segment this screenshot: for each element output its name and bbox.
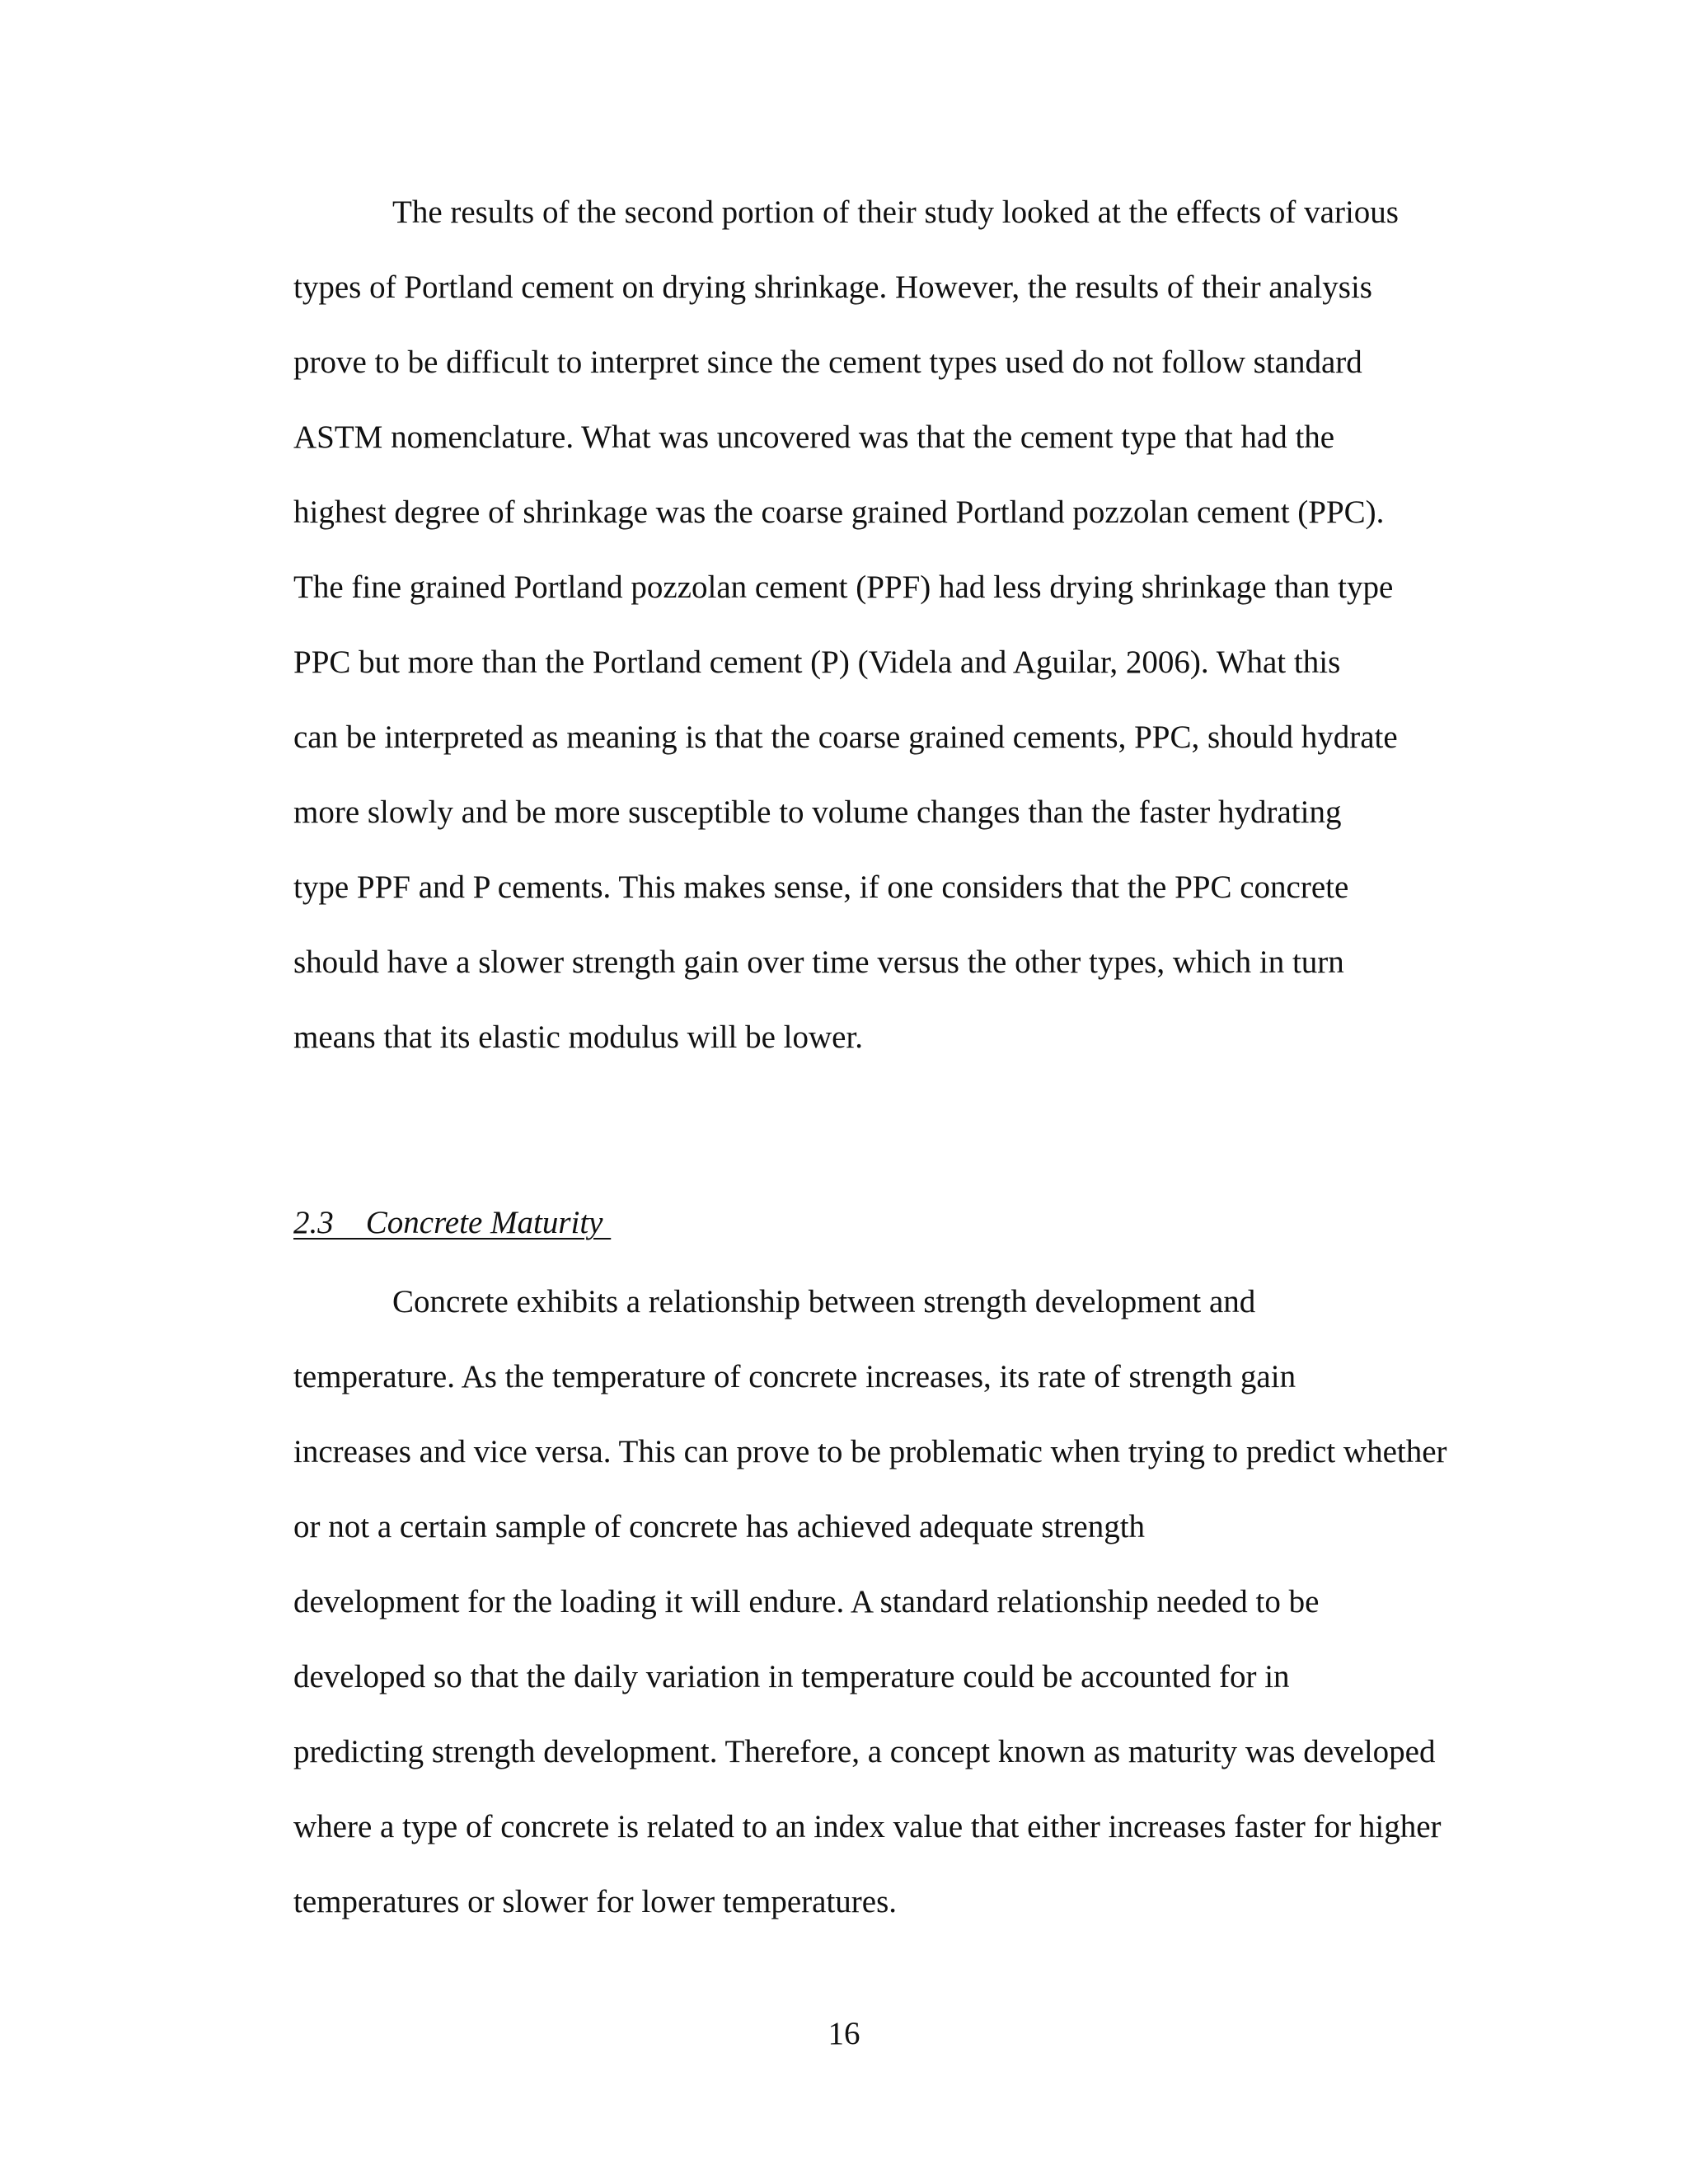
text-line: should have a slower strength gain over time versus the other types, which in turn bbox=[293, 944, 1344, 980]
text-line: more slowly and be more susceptible to volume changes than the faster hydrating bbox=[293, 794, 1342, 830]
text-line: means that its elastic modulus will be lower. bbox=[293, 1019, 864, 1055]
text-line: developed so that the daily variation in temperature could be accounted for in bbox=[293, 1659, 1290, 1694]
text-line: PPC but more than the Portland cement (P) (Videla and Aguilar, 2006). What this bbox=[293, 644, 1341, 680]
section-heading: 2.3 Concrete Maturity bbox=[293, 1205, 612, 1240]
text-line: predicting strength development. Therefore, a concept known as maturity was developed bbox=[293, 1734, 1436, 1769]
text-line: can be interpreted as meaning is that the coarse grained cements, PPC, should hydrate bbox=[293, 719, 1398, 755]
text-line: type PPF and P cements. This makes sense, if one considers that the PPC concrete bbox=[293, 869, 1349, 905]
text-line: ASTM nomenclature. What was uncovered was that the cement type that had the bbox=[293, 419, 1335, 455]
text-line: temperature. As the temperature of concrete increases, its rate of strength gain bbox=[293, 1359, 1296, 1394]
text-line: increases and vice versa. This can prove to be problematic when trying to predict whether bbox=[293, 1434, 1447, 1469]
text-line: Concrete exhibits a relationship between strength development and bbox=[392, 1284, 1256, 1319]
text-line: development for the loading it will endure. A standard relationship needed to be bbox=[293, 1584, 1320, 1619]
text-line: types of Portland cement on drying shrinkage. However, the results of their analysis bbox=[293, 269, 1372, 305]
text-line: The fine grained Portland pozzolan cement (PPF) had less drying shrinkage than type bbox=[293, 569, 1394, 605]
text-line: The results of the second portion of their study looked at the effects of various bbox=[392, 194, 1399, 230]
text-line: highest degree of shrinkage was the coarse grained Portland pozzolan cement (PPC). bbox=[293, 494, 1385, 530]
text-line: where a type of concrete is related to an index value that either increases faster for higher bbox=[293, 1809, 1442, 1844]
text-line: or not a certain sample of concrete has achieved adequate strength bbox=[293, 1509, 1146, 1544]
page-number: 16 bbox=[828, 2016, 860, 2051]
text-line: prove to be difficult to interpret since the cement types used do not follow standard bbox=[293, 344, 1362, 380]
text-line: temperatures or slower for lower temperatures. bbox=[293, 1884, 898, 1919]
